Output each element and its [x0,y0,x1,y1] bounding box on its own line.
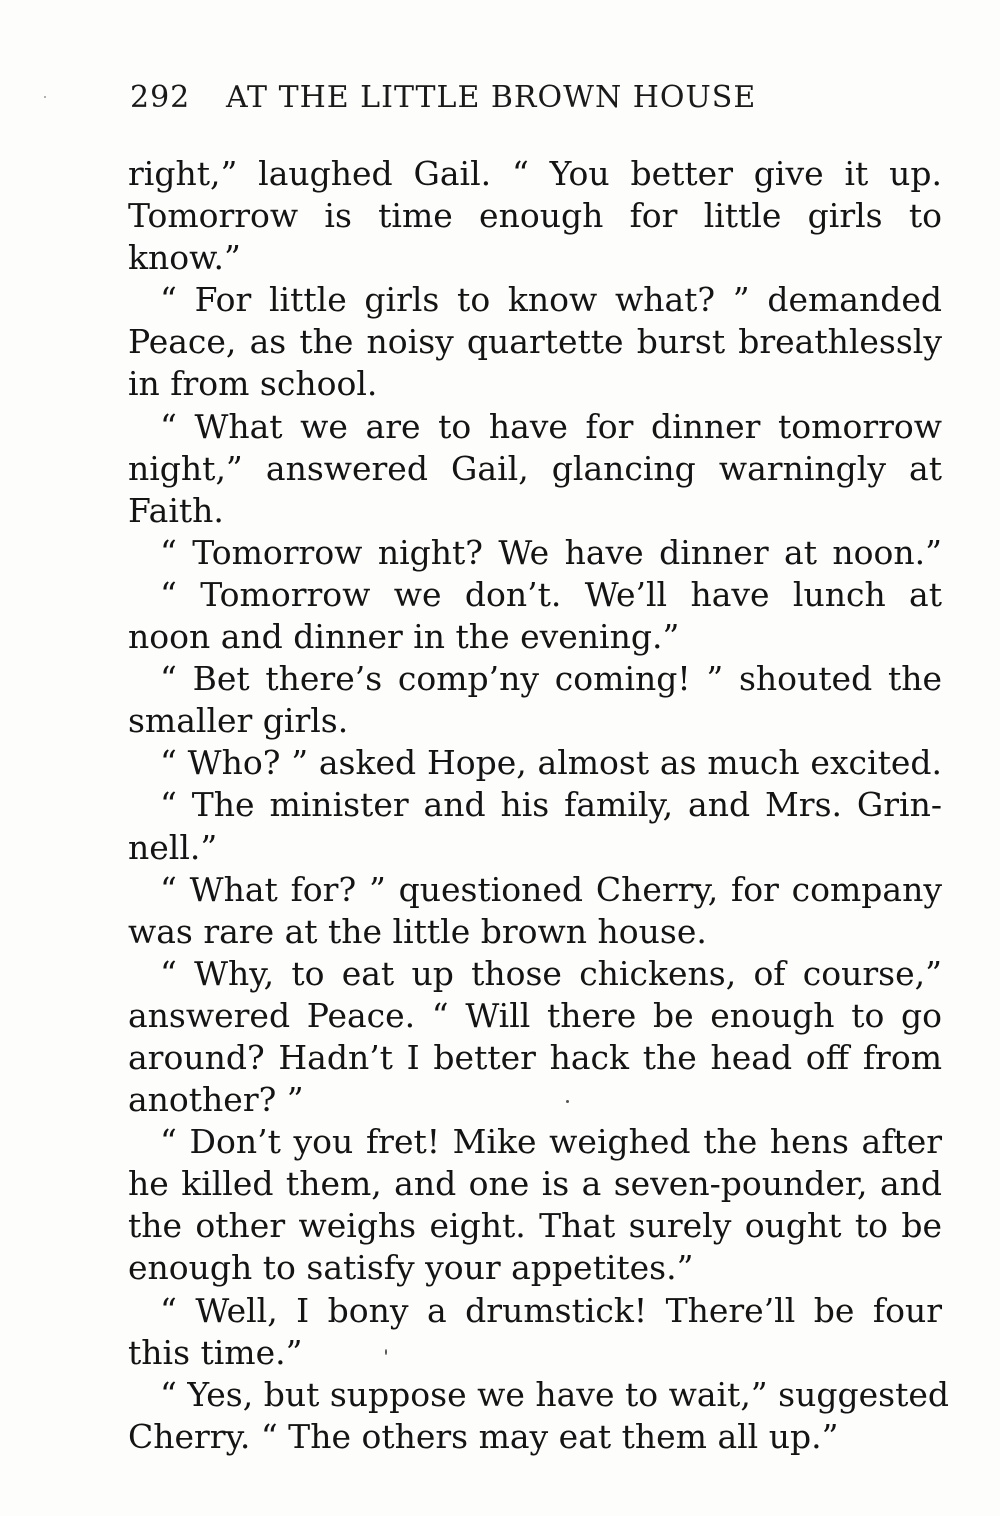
text-line: “ For little girls to know what? ” demanded [160,280,942,320]
text-line: right,” laughed Gail. “ You better give it up. [128,154,942,193]
text-line: “ Tomorrow night? We have dinner at noon.” [160,532,942,572]
text-line: “ Bet there’s comp’ny coming! ” shouted the [160,659,942,699]
text-line: the other weighs eight. That surely ought to be [128,1206,942,1246]
text-line: “ Yes, but suppose we have to wait,” suggested [160,1374,949,1414]
text-line: “ What for? ” questioned Cherry, for company [160,869,942,909]
text-line: this time.” [128,1332,303,1372]
running-head [130,80,830,120]
print-speck [566,1100,569,1103]
text-line: he killed them, and one is a seven-pounder, and [128,1164,942,1204]
text-line: night,” answered Gail, glancing warningly at [128,448,942,488]
text-line: Faith. [128,490,224,530]
text-line: “ Tomorrow we don’t. We’ll have lunch at [160,574,942,614]
text-line: smaller girls. [128,701,349,741]
text-line: nell.” [128,827,218,867]
text-line: in from school. [128,364,378,404]
text-line: know.” [128,238,241,278]
text-line: “ Why, to eat up those chickens, of course,” [160,953,942,993]
print-speck [44,96,46,98]
page-number: 292 [130,80,191,115]
text-line: “ The minister and his family, and Mrs. Grin- [160,785,942,825]
text-line: “ Who? ” asked Hope, almost as much excited. [160,743,942,783]
text-line: “ Don’t you fret! Mike weighed the hens after [160,1122,942,1162]
text-line: Peace, as the noisy quartette burst breathlessly [128,322,942,362]
text-line: Cherry. “ The others may eat them all up.” [128,1416,839,1456]
text-line: enough to satisfy your appetites.” [128,1248,694,1288]
text-line: around? Hadn’t I better hack the head off from [128,1037,942,1077]
print-speck [385,1349,387,1355]
text-line: was rare at the little brown house. [128,911,707,951]
text-line: Tomorrow is time enough for little girls to [128,196,942,236]
text-line: answered Peace. “ Will there be enough to go [128,995,942,1035]
running-title: AT THE LITTLE BROWN HOUSE [226,80,757,115]
text-line: “ Well, I bony a drumstick! There’ll be four [160,1290,942,1330]
text-line: another? ” [128,1080,304,1120]
text-line: “ What we are to have for dinner tomorrow [160,406,942,446]
body-text [128,153,949,1458]
text-line: noon and dinner in the evening.” [128,617,680,657]
